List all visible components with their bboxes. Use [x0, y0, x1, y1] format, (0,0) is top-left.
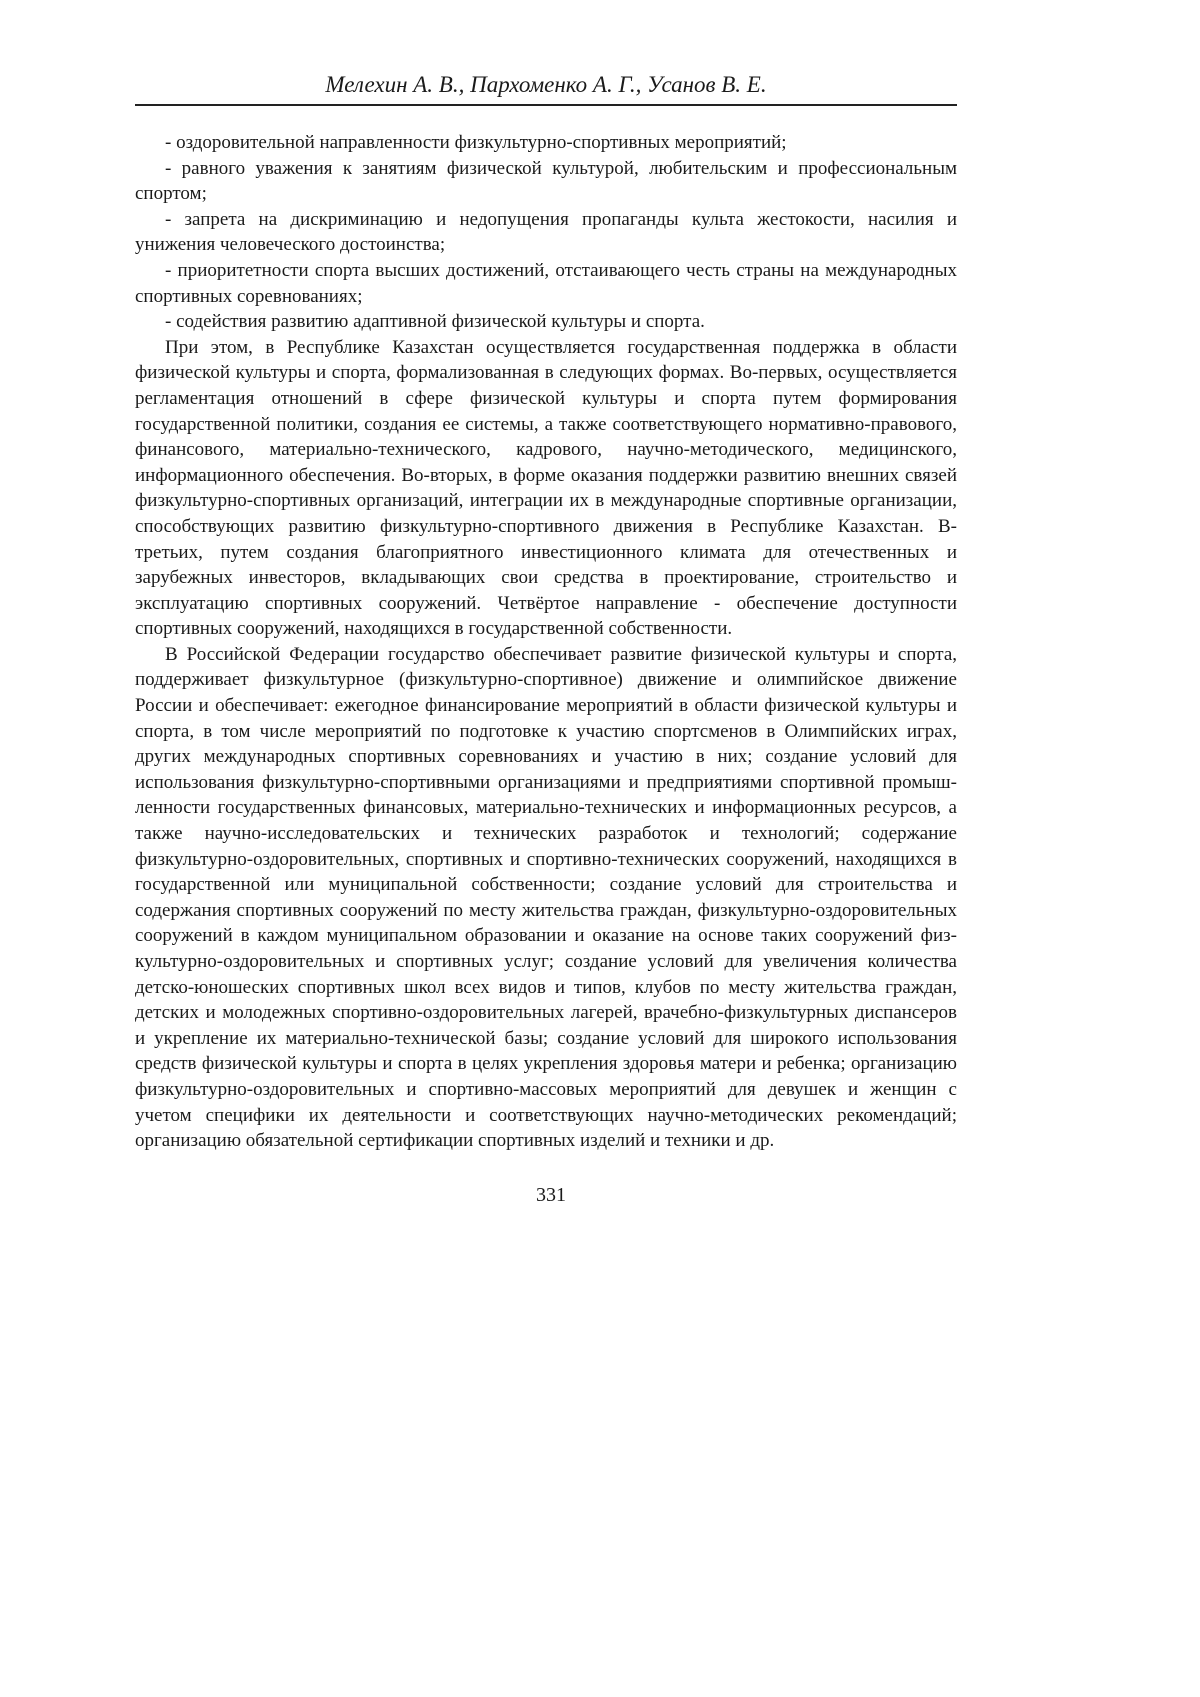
- paragraph-russia-support: В Российской Федерации государство обеспечивает развитие физической куль­туры и спорта, поддерживает физкультурное (физкультурно-спортивное) движение и олимпийское движение России и обеспечивает: ежегодное финансирование меро­приятий в области физической культуры и спорта, в том числе мероприятий по под­готовке к участию спортсменов в Олимпийских играх, других международных спортивных соревнованиях и участию в них; создание условий для использования физкультурно-спортивными организациями и предприятиями спортивной промыш­ленности государственных финансовых, материально-технических и информацион­ных ресурсов, а также научно-исследовательских и технических разработок и тех­нологий; содержание физкультурно-оздоровительных, спортивных и спортивно-технических сооружений, находящихся в государственной или муниципальной соб­ственности; создание условий для строительства и содержания спортивных соору­жений по месту жительства граждан, физкультурно-оздоровительных сооружений в каждом муниципальном образовании и оказание на основе таких сооружений физ­культурно-оздоровительных и спортивных услуг; создание условий для увеличения количества детско-юношеских спортивных школ всех видов и типов, клубов по ме­сту жительства граждан, детских и молодежных спортивно-оздоровительных лаге­рей, врачебно-физкультурных диспансеров и укрепление их материально-технической базы; создание условий для широкого использования средств физиче­ской культуры и спорта в целях укрепления здоровья матери и ребенка; организа­цию физкультурно-оздоровительных и спортивно-массовых мероприятий для деву­шек и женщин с учетом специфики их деятельности и соответствующих научно-методических рекомендаций; организацию обязательной сертификации спортивных изделий и техники и др.: [135, 642, 957, 1154]
- list-item-adaptive-sport: - содействия развитию адаптивной физической культуры и спорта.: [135, 309, 957, 335]
- document-page: [135, 70, 957, 1207]
- list-item-health-orientation: - оздоровительной направленности физкультурно-спортивных мероприятий;: [135, 130, 957, 156]
- list-item-elite-sport-priority: - приоритетности спорта высших достижений, отстаивающего честь страны на международных спортивных соревнованиях;: [135, 258, 957, 309]
- body-text: [135, 130, 957, 1154]
- list-item-equal-respect: - равного уважения к занятиям физической культурой, любительским и профес­сиональным спортом;: [135, 156, 957, 207]
- paragraph-kazakhstan-support: При этом, в Республике Казахстан осуществляется государственная поддержка в области физической культуры и спорта, формализованная в следующих формах. Во-первых, осуществляется регламентация отношений в сфере физической культуры и спорта путем формирования государственной политики, создания ее системы, а также соответствующего нормативно-правового, финансового, материально-технического, кадрового, научно-методического, медицинского, информационного обеспечения. Во-вторых, в форме оказания поддержки развитию внешних связей физкультурно-спортивных организаций, интеграции их в международные спортив­ные организации, способствующих развитию физкультурно-спортивного движения в Республике Казахстан. В-третьих, путем создания благоприятного инвестицион­ного климата для отечественных и зарубежных инвесторов, вкладывающих свои средства в проектирование, строительство и эксплуатацию спортивных сооружений. Четвёртое направление - обеспечение доступности спортивных сооружений, нахо­дящихся в государственной собственности.: [135, 335, 957, 642]
- page-number: 331: [135, 1184, 957, 1207]
- running-header-authors: Мелехин А. В., Пархоменко А. Г., Усанов В. Е.: [135, 70, 957, 106]
- list-item-discrimination-ban: - запрета на дискриминацию и недопущения пропаганды культа жестокости, насилия и унижения человеческого достоинства;: [135, 207, 957, 258]
